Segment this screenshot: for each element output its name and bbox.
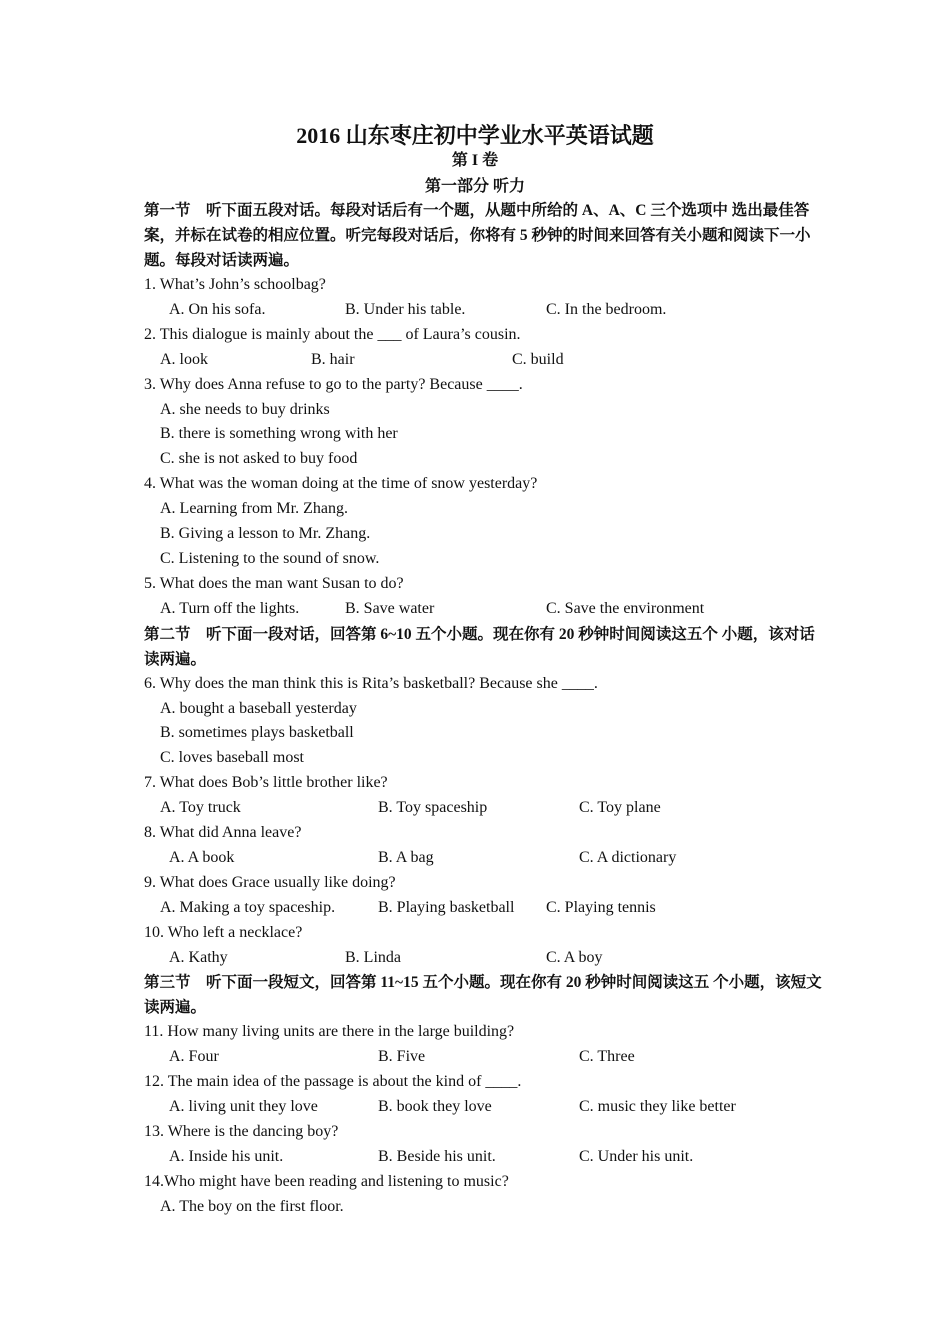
option-b: B. Under his table. [345,300,466,318]
option-a: A. The boy on the first floor. [160,1197,344,1215]
question-10-options [144,946,824,971]
question-1: 1. What’s John’s schoolbag? [144,276,326,293]
question-2-options [144,348,824,373]
question-14: 14.Who might have been reading and listening to music? [144,1172,509,1190]
question-4: 4. What was the woman doing at the time of snow yesterday? [144,475,538,493]
option-b: B. sometimes plays basketball [160,724,354,742]
option-a: A. Turn off the lights. [160,599,300,617]
option-c: C. Playing tennis [546,898,656,916]
volume-heading: 第 I 卷 [451,152,499,169]
option-c: C. In the bedroom. [546,300,667,318]
option-a: A. Learning from Mr. Zhang. [160,500,348,518]
question-13: 13. Where is the dancing boy? [144,1123,339,1141]
question-7-options [144,796,824,821]
option-c: C. Under his unit. [579,1147,694,1165]
option-c: C. A boy [546,948,603,966]
option-c: C. A dictionary [579,848,677,866]
option-b: B. Linda [345,948,401,966]
option-a: A. bought a baseball yesterday [160,699,357,717]
option-a: A. Four [169,1048,219,1066]
option-a: A. look [160,350,208,368]
exam-title: 2016 山东枣庄初中学业水平英语试题 [296,123,654,148]
option-b: B. Five [378,1048,426,1066]
part-heading: 第一部分 听力 [424,178,525,195]
option-b: B. hair [311,350,355,368]
option-b: B. Save water [345,599,435,617]
option-a: A. Making a toy spaceship. [160,898,336,916]
question-7: 7. What does Bob’s little brother like? [144,774,388,792]
option-a: A. Inside his unit. [169,1147,284,1165]
option-c: C. build [512,350,564,368]
option-a: A. Toy truck [160,799,241,817]
question-3: 3. Why does Anna refuse to go to the party? Because ____. [144,375,523,393]
option-a: A. she needs to buy drinks [160,400,330,418]
option-c: C. Three [579,1048,635,1066]
question-2: 2. This dialogue is mainly about the ___ of Laura’s cousin. [144,325,521,343]
question-8: 8. What did Anna leave? [144,824,302,842]
option-a: A. Kathy [169,948,228,966]
question-8-options [144,846,824,871]
question-6: 6. Why does the man think this is Rita’s basketball? Because she ____. [144,674,598,692]
question-1-options [144,298,824,323]
question-10: 10. Who left a necklace? [144,923,303,941]
option-b: B. A bag [378,848,434,866]
option-b: B. there is something wrong with her [160,425,398,443]
option-c: C. she is not asked to buy food [160,450,358,468]
section-3-instructions: 第三节 听下面一段短文，回答第 11~15 五个小题。现在你有 20 秒钟时间阅读这五 个小题，该短文读两遍。 [144,974,822,1017]
option-b: B. Beside his unit. [378,1147,496,1165]
question-12: 12. The main idea of the passage is about the kind of ____. [144,1073,522,1091]
question-11: 11. How many living units are there in the large building? [144,1023,515,1041]
option-b: B. Toy spaceship [378,799,488,817]
option-a: A. On his sofa. [169,300,266,318]
option-c: C. music they like better [579,1098,736,1116]
question-5-options [144,597,824,622]
option-b: B. book they love [378,1098,492,1116]
option-a: A. A book [169,848,235,866]
section-2-instructions: 第二节 听下面一段对话，回答第 6~10 五个小题。现在你有 20 秒钟时间阅读这五个 小题，该对话读两遍。 [144,625,815,668]
option-c: C. Save the environment [546,599,705,617]
option-c: C. Toy plane [579,799,661,817]
option-c: C. Listening to the sound of snow. [160,549,380,567]
question-13-options [144,1145,824,1170]
option-b: B. Playing basketball [378,898,515,916]
option-a: A. living unit they love [169,1098,318,1116]
question-5: 5. What does the man want Susan to do? [144,574,404,592]
option-c: C. loves baseball most [160,749,304,767]
option-b: B. Giving a lesson to Mr. Zhang. [160,525,371,543]
question-9-options [144,896,824,921]
question-11-options [144,1045,824,1070]
exam-content [144,198,824,1220]
question-12-options [144,1095,824,1120]
section-1-instructions: 第一节 听下面五段对话。每段对话后有一个题，从题中所给的 A、A、C 三个选项中 选出最佳答案，并标在试卷的相应位置。听完每段对话后，你将有 5 秒钟的时间来回答有关小题和阅读下一小题。每段对话读两遍。 [144,202,811,269]
question-9: 9. What does Grace usually like doing? [144,873,396,891]
